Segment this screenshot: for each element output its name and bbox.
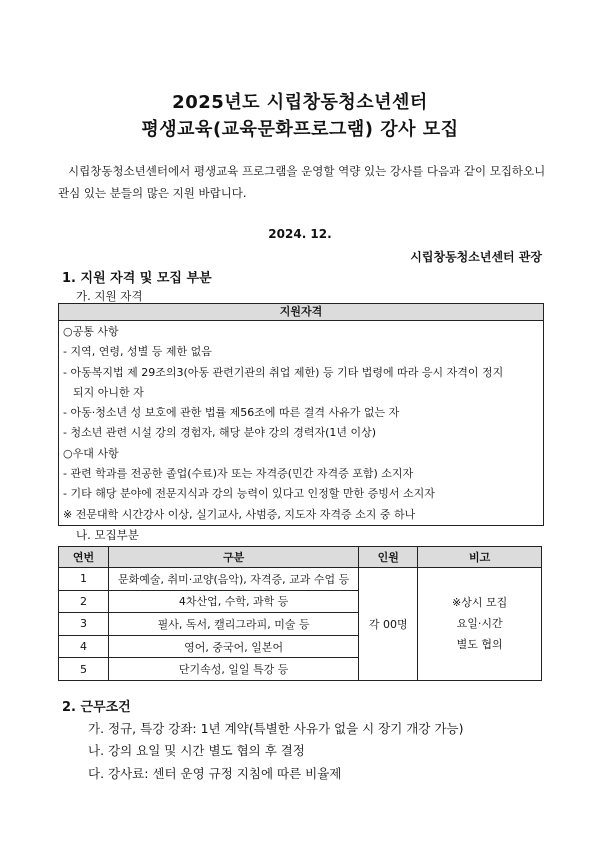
table-row xyxy=(59,568,542,591)
condition-item: 다. 강사료: 센터 운영 규정 지침에 따른 비율제 xyxy=(88,766,342,781)
qualification-line: - 지역, 연령, 성별 등 제한 없음 xyxy=(63,345,212,359)
qualification-line: - 기타 해당 분야에 전문지식과 강의 능력이 있다고 인정할 만한 증빙서 소지자 xyxy=(63,487,435,501)
condition-item: 나. 강의 요일 및 시간 별도 협의 후 결정 xyxy=(88,743,305,758)
column-header-headcount: 인원 xyxy=(359,547,418,568)
qualification-line: - 아동복지법 제 29조의3(아동 관련기관의 취업 제한) 등 기타 법령에 따라 응시 자격이 정지 xyxy=(63,365,504,379)
qualification-line: - 아동·청소년 성 보호에 관한 법률 제56조에 따른 결격 사유가 없는 자 xyxy=(63,406,400,420)
page-title-line1: 2025년도 시립창동청소년센터 xyxy=(172,92,428,113)
qualification-body xyxy=(59,321,543,525)
recruitment-table xyxy=(58,546,542,681)
row-no: 5 xyxy=(59,658,109,681)
row-no: 2 xyxy=(59,590,109,613)
qualification-line: ○우대 사항 xyxy=(63,446,119,460)
condition-item: 가. 정규, 특강 강좌: 1년 계약(특별한 사유가 없을 시 장기 개강 가능) xyxy=(88,721,464,736)
section1-sub-b: 나. 모집부분 xyxy=(76,528,139,542)
qualification-header: 지원자격 xyxy=(59,304,543,321)
qualification-line: ○공통 사항 xyxy=(63,325,119,338)
row-no: 4 xyxy=(59,635,109,658)
section2-heading: 2. 근무조건 xyxy=(62,700,131,715)
qualification-line: ※ 전문대학 시간강사 이상, 실기교사, 사범증, 지도자 자격증 소지 중 하나 xyxy=(63,507,416,521)
note-cell xyxy=(418,568,542,681)
qualification-line: 되지 아니한 자 xyxy=(73,385,144,399)
row-category: 4차산업, 수학, 과학 등 xyxy=(108,590,358,613)
note-line: 별도 협의 xyxy=(456,638,503,652)
qualification-line: - 청소년 관련 시설 강의 경험자, 해당 분야 강의 경력자(1년 이상) xyxy=(63,426,377,440)
row-no: 3 xyxy=(59,613,109,636)
column-header-note: 비고 xyxy=(418,547,542,568)
column-header-no: 연번 xyxy=(59,547,109,568)
note-line: 요일·시간 xyxy=(456,617,503,631)
table-header-row xyxy=(59,547,542,568)
headcount-cell: 각 00명 xyxy=(359,568,418,681)
qualification-line: - 관련 학과를 전공한 졸업(수료)자 또는 자격증(민간 자격증 포함) 소지자 xyxy=(63,467,414,481)
document-date: 2024. 12. xyxy=(268,227,332,241)
qualification-box xyxy=(58,303,544,526)
page-title-line2: 평생교육(교육문화프로그램) 강사 모집 xyxy=(141,119,459,140)
row-category: 단기속성, 일일 특강 등 xyxy=(108,658,358,681)
intro-paragraph: 시립창동청소년센터에서 평생교육 프로그램을 운영할 역량 있는 강사를 다음과 같이 모집하오니 관심 있는 분들의 많은 지원 바랍니다. xyxy=(58,164,546,200)
section1-sub-a: 가. 지원 자격 xyxy=(76,289,143,303)
row-category: 영어, 중국어, 일본어 xyxy=(108,635,358,658)
row-category: 필사, 독서, 캘리그라피, 미술 등 xyxy=(108,613,358,636)
issuer-name: 시립창동청소년센터 관장 xyxy=(410,250,542,264)
section1-heading: 1. 지원 자격 및 모집 부분 xyxy=(62,271,212,286)
column-header-category: 구분 xyxy=(108,547,358,568)
row-no: 1 xyxy=(59,568,109,591)
note-line: ※상시 모집 xyxy=(452,596,508,610)
row-category: 문화예술, 취미·교양(음악), 자격증, 교과 수업 등 xyxy=(108,568,358,591)
